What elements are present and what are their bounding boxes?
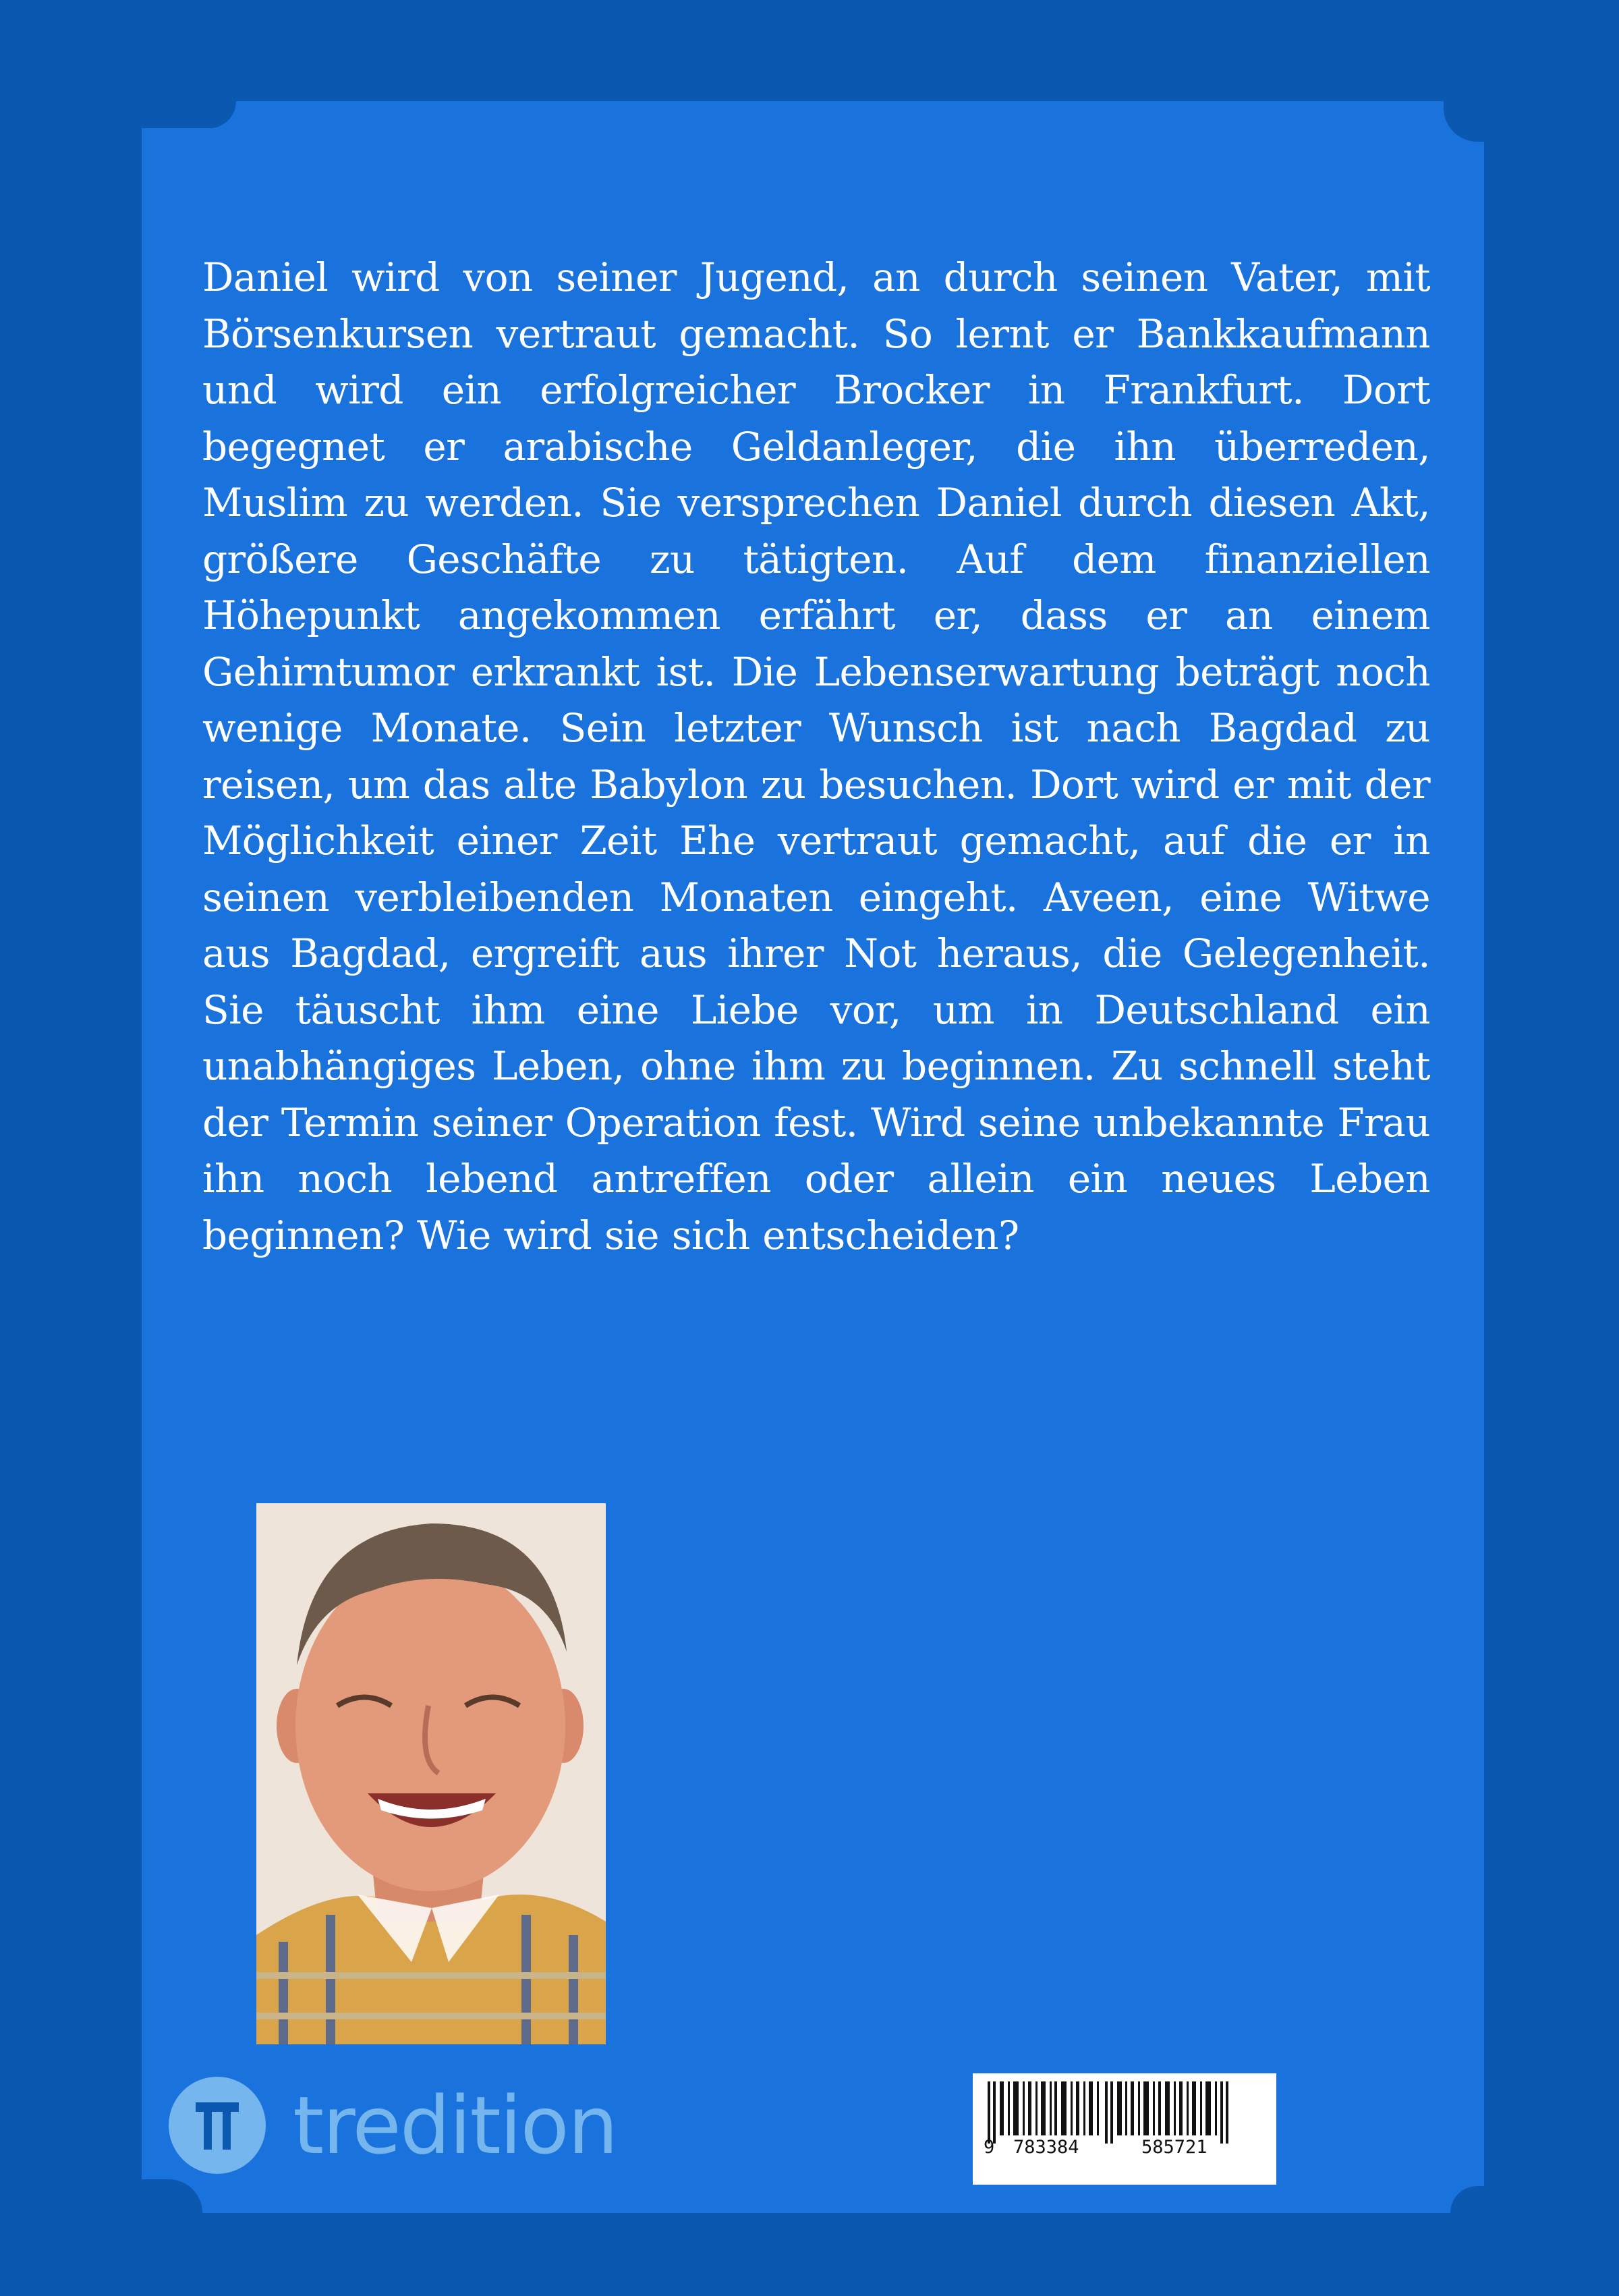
publisher-logo [169,2075,617,2176]
panel-edge [142,101,236,128]
barcode-icon [973,2073,1276,2185]
author-portrait-icon [256,1503,606,2044]
isbn-right-group: 585721 [1141,2137,1208,2158]
publisher-name: tredition [293,2079,617,2172]
isbn-barcode [973,2073,1276,2185]
tredition-logo-icon [169,2077,266,2174]
isbn-left-group: 783384 [1013,2137,1079,2158]
back-cover-blurb: Daniel wird von seiner Jugend, an durch seinen Vater, mit Börsenkursen vertraut gemacht. So lernt er Bankkaufmann und wird ein erfolgreicher Brocker in Frankfurt. Dort begegnet er arabische Geldanleger, die ihn überreden, Muslim zu werden. Sie versprechen Daniel durch diesen Akt, größere Geschäfte zu tätigten. Auf dem finanziellen Höhepunkt angekommen erfährt er, dass er an einem Gehirntumor erkrankt ist. Die Lebenserwartung beträgt noch wenige Monate. Sein letzter Wunsch ist nach Bagdad zu reisen, um das alte Babylon zu besuchen. Dort wird er mit der Möglichkeit einer Zeit Ehe vertraut gemacht, auf die er in seinen verbleibenden Monaten eingeht. Aveen, eine Witwe aus Bagdad, ergreift aus ihrer Not heraus, die Gelegenheit. Sie täuscht ihm eine Liebe vor, um in Deutschland ein unabhängiges Leben, ohne ihm zu beginnen. Zu schnell steht der Termin seiner Operation fest. Wird seine unbekannte Frau ihn noch lebend antreffen oder allein ein neues Leben beginnen? Wie wird sie sich entscheiden? [202,254,1430,1258]
author-photo [256,1503,606,2044]
isbn-first-digit: 9 [984,2137,995,2158]
